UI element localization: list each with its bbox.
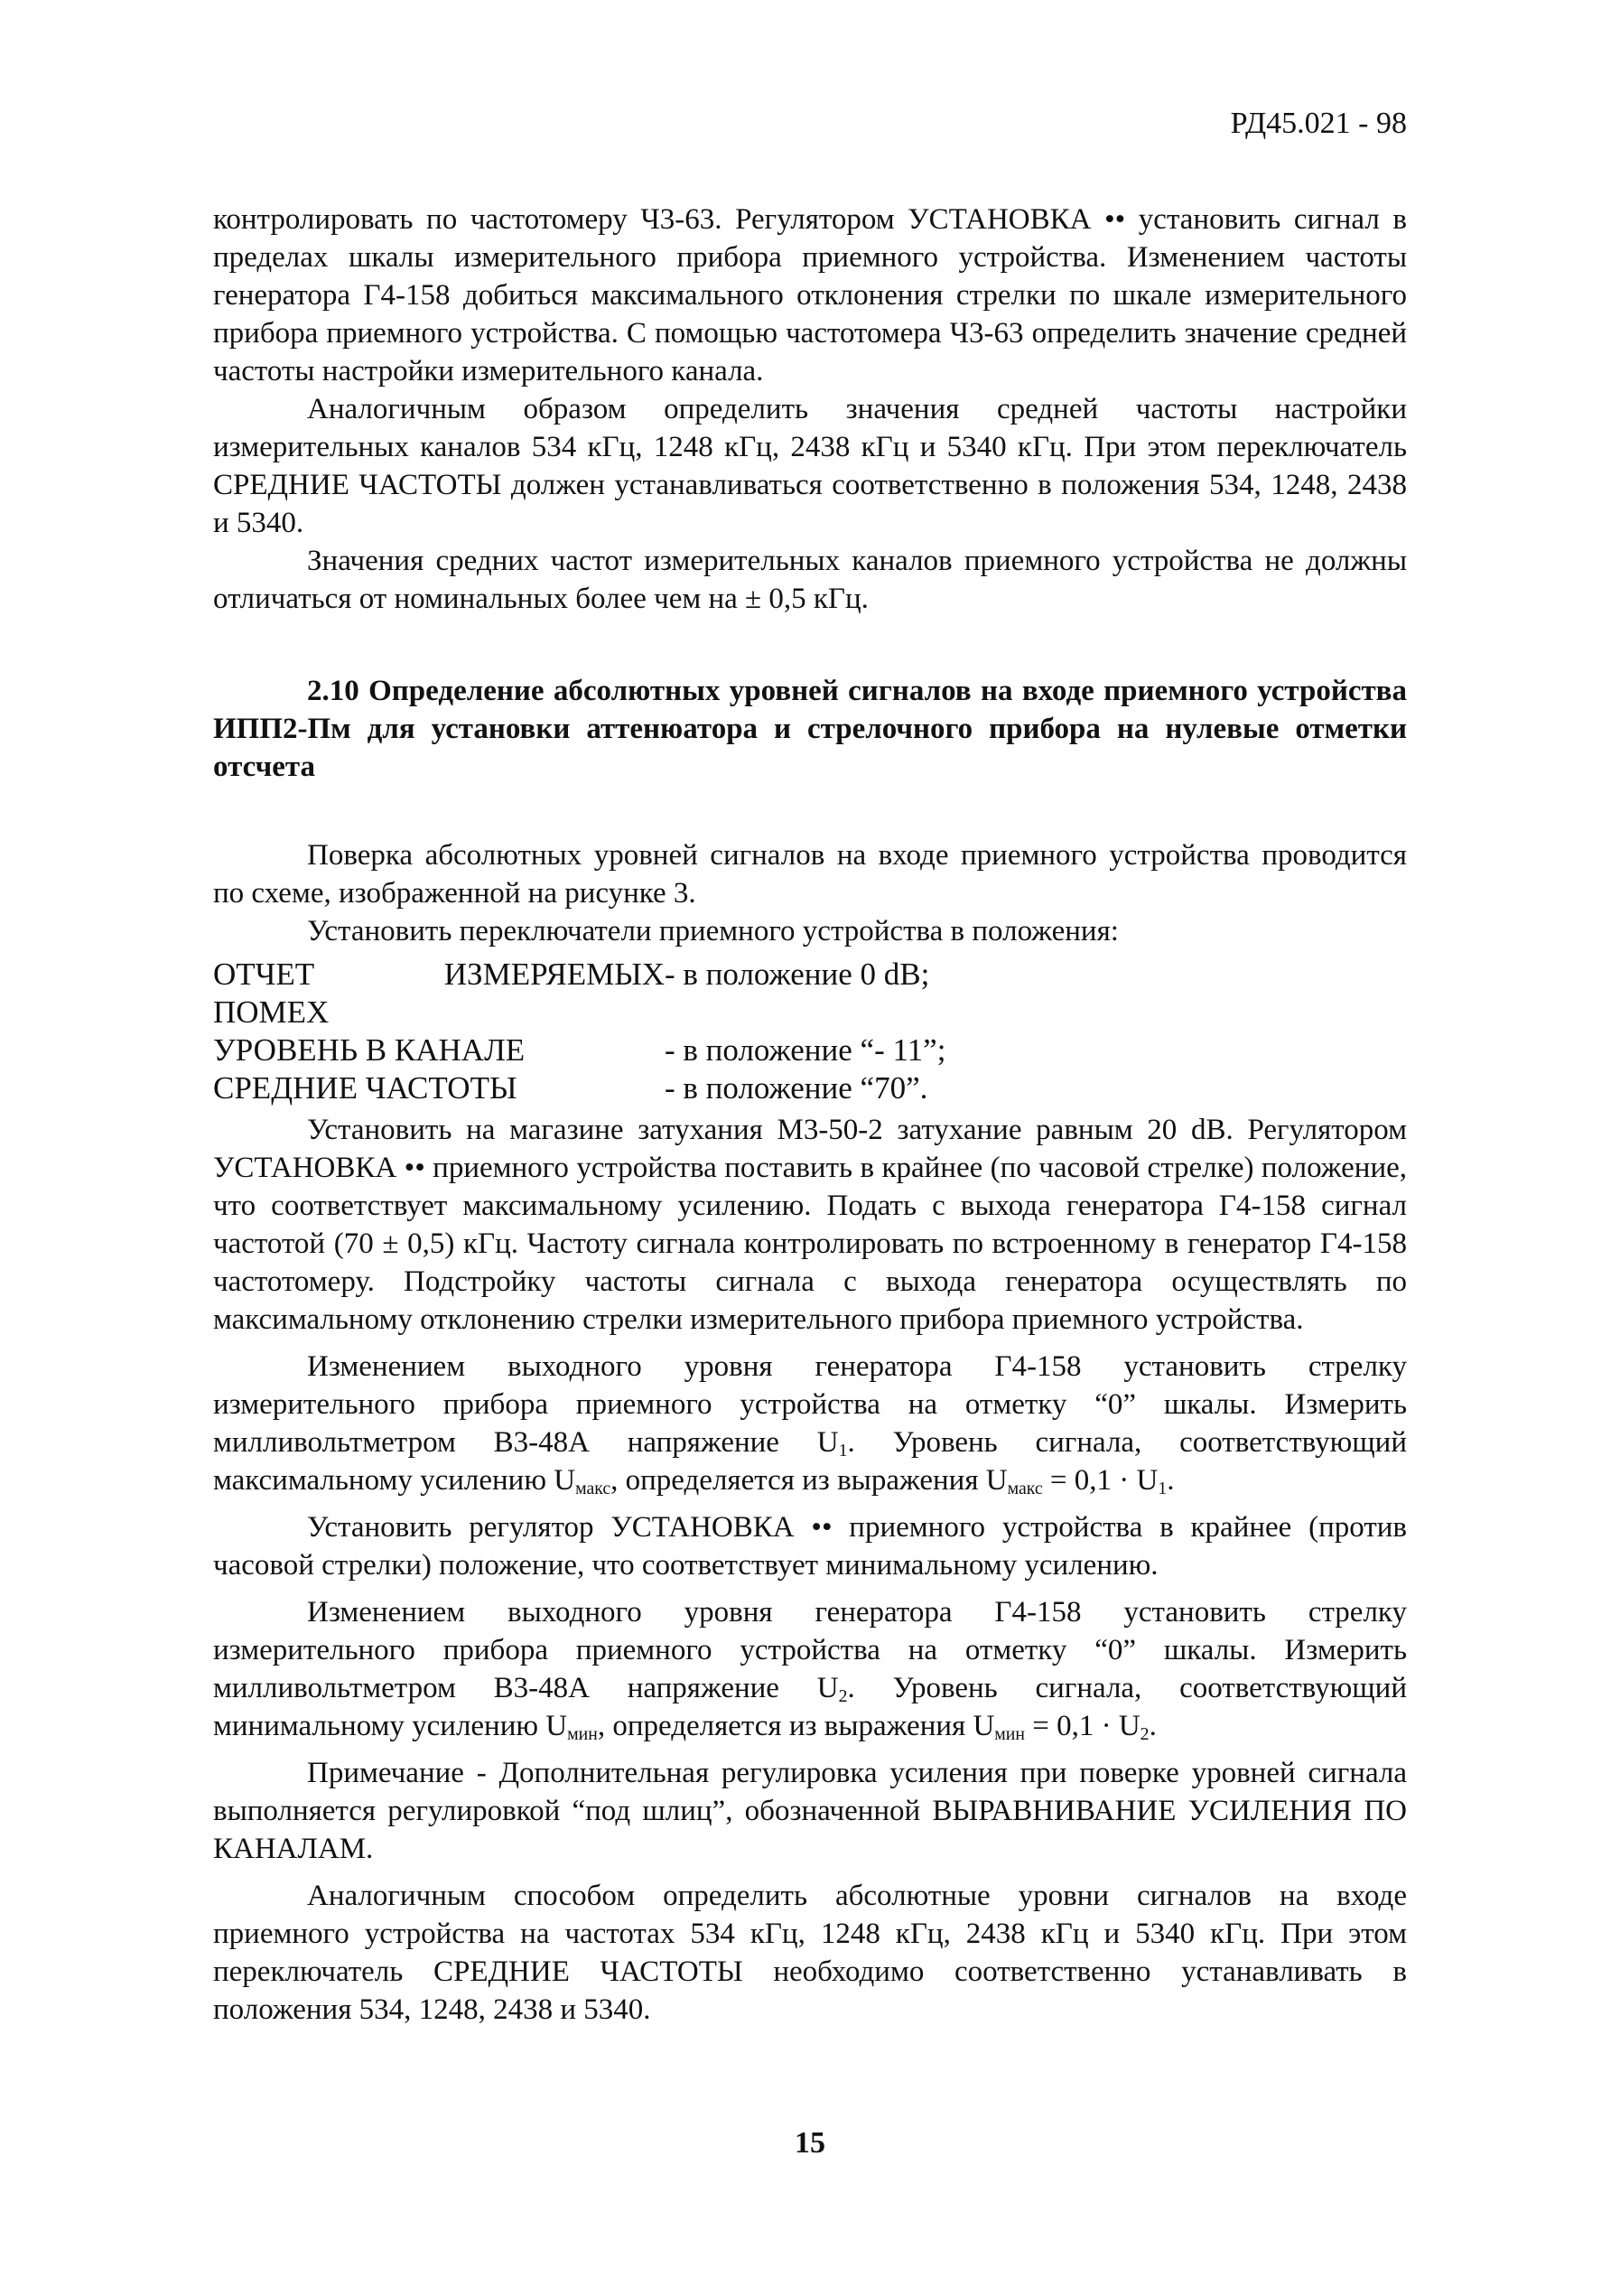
subscript: 1	[838, 1440, 848, 1461]
setting-name: УРОВЕНЬ В КАНАЛЕ	[213, 1032, 526, 1068]
section-number: 2.10	[307, 675, 359, 707]
setting-value: - в положение 0 dB;	[665, 957, 930, 992]
paragraph-note: Примечание - Дополнительная регулировка усиления при поверке уровней сигнала выполняется регулировкой “под шлиц”, обозначенной ВЫРАВНИВАНИЕ УСИЛЕНИЯ ПО КАНАЛАМ.	[213, 1757, 1407, 1865]
switch-settings-list	[213, 956, 1407, 1107]
page-body	[213, 201, 1407, 2029]
paragraph-verification-scheme: Поверка абсолютных уровней сигналов на входе приемного устройства проводится по схеме, изображенной на рисунке 3.	[213, 839, 1407, 910]
subscript: 2	[1140, 1723, 1150, 1744]
setting-row	[213, 956, 1407, 1031]
paragraph-frequency-control: контролировать по частотомеру Ч3-63. Регулятором УСТАНОВКА •• установить сигнал в пределах шкалы измерительного прибора приемного устройства. Изменением частоты генератора Г4-158 добиться максимального отклонения стрелки по шкале измерительного прибора приемного устройства. С помощью частотомера Ч3-63 определить значение средней частоты настройки измерительного канала.	[213, 203, 1407, 387]
text-run: . Уровень сигнала, соответствующий минимальному усилению U	[213, 1672, 1407, 1742]
section-title: Определение абсолютных уровней сигналов на входе приемного устройства ИПП2-Пм для установки аттенюатора и стрелочного прибора на нулевые отметки отсчета	[213, 675, 1408, 783]
paragraph-set-switches: Установить переключатели приемного устройства в положения:	[307, 915, 1119, 947]
subscript: мин	[994, 1723, 1025, 1744]
paragraph-other-frequencies: Аналогичным способом определить абсолютные уровни сигналов на входе приемного устройства на частотах 534 кГц, 1248 кГц, 2438 кГц и 5340 кГц. При этом переключатель СРЕДНИЕ ЧАСТОТЫ необходимо соответственно устанавливать в положения 534, 1248, 2438 и 5340.	[213, 1880, 1407, 2026]
paragraph-channel-frequencies: Аналогичным образом определить значения средней частоты настройки измерительных каналов 534 кГц, 1248 кГц, 2438 кГц и 5340 кГц. При этом переключатель СРЕДНИЕ ЧАСТОТЫ должен устанавливаться соответственно в положения 534, 1248, 2438 и 5340.	[213, 393, 1407, 539]
subscript: макс	[575, 1478, 611, 1498]
subscript: мин	[567, 1723, 598, 1744]
setting-value: - в положение “70”.	[665, 1070, 928, 1106]
setting-name: СРЕДНИЕ ЧАСТОТЫ	[213, 1070, 517, 1106]
paragraph-min-gain	[213, 1593, 1407, 1745]
subscript: 1	[1158, 1478, 1168, 1498]
text-run: .	[1149, 1710, 1157, 1742]
setting-name: ОТЧЕТ ИЗМЕРЯЕМЫХ ПОМЕХ	[213, 957, 665, 1030]
subscript: 2	[838, 1685, 848, 1706]
setting-row	[213, 1069, 1407, 1107]
section-heading	[213, 672, 1407, 786]
text-run: Изменением выходного уровня генератора Г4-158 установить стрелку измерительного прибора приемного устройства на отметку “0” шкалы. Измерить милливольтметром В3-48А напряжение U	[213, 1350, 1407, 1459]
text-run: = 0,1 · U	[1042, 1464, 1159, 1497]
paragraph-attenuation: Установить на магазине затухания М3-50-2 затухание равным 20 dB. Регулятором УСТАНОВКА •• приемного устройства поставить в крайнее (по часовой стрелке) положение, что соответствует максимальному усилению. Подать с выхода генератора Г4-158 сигнал частотой (70 ± 0,5) кГц. Частоту сигнала контролировать по встроенному в генератор Г4-158 частотомеру. Подстройку частоты сигнала с выхода генератора осуществлять по максимальному отклонению стрелки измерительного прибора приемного устройства.	[213, 1114, 1407, 1336]
text-run: = 0,1 · U	[1024, 1710, 1141, 1742]
paragraph-tolerance: Значения средних частот измерительных каналов приемного устройства не должны отличаться от номинальных более чем на ± 0,5 кГц.	[213, 545, 1407, 615]
setting-value: - в положение “- 11”;	[665, 1032, 946, 1068]
subscript: макс	[1007, 1478, 1043, 1498]
text-run: Изменением выходного уровня генератора Г4-158 установить стрелку измерительного прибора приемного устройства на отметку “0” шкалы. Измерить милливольтметром В3-48А напряжение U	[213, 1596, 1407, 1704]
document-number: РД45.021 - 98	[1230, 107, 1407, 140]
text-run: . Уровень сигнала, соответствующий максимальному усилению U	[213, 1426, 1407, 1497]
paragraph-regulator-min: Установить регулятор УСТАНОВКА •• приемного устройства в крайнее (против часовой стрелки) положение, что соответствует минимальному усилению.	[213, 1511, 1407, 1582]
text-run: , определяется из выражения U	[597, 1710, 995, 1742]
paragraph-max-gain	[213, 1348, 1407, 1499]
page-number: 15	[795, 2126, 825, 2160]
text-run: , определяется из выражения U	[610, 1464, 1008, 1497]
setting-row	[213, 1031, 1407, 1069]
text-run: .	[1167, 1464, 1175, 1497]
